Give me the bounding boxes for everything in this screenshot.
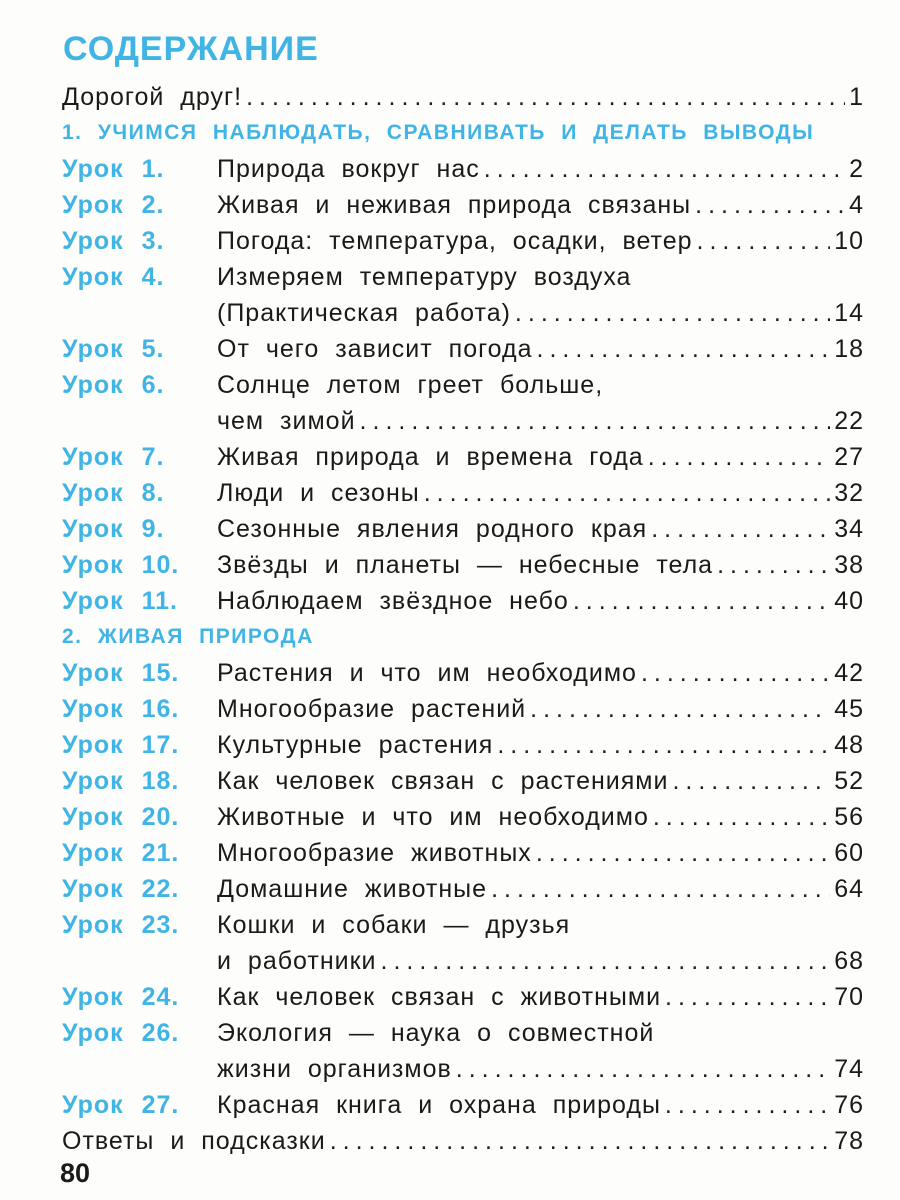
- toc-line: [62, 979, 864, 1015]
- toc-line: [62, 871, 864, 907]
- lesson-label: Урок 27.: [62, 1091, 180, 1119]
- toc-line: [62, 583, 864, 619]
- toc-line: [62, 799, 864, 835]
- entry-title: жизни организмов: [217, 1055, 452, 1083]
- toc-line: [62, 655, 864, 691]
- toc-line: [62, 367, 864, 403]
- entry-page: 32: [834, 479, 864, 507]
- lesson-label: Урок 10.: [62, 551, 180, 579]
- dot-leader: [695, 187, 845, 223]
- entry-page: 52: [834, 767, 864, 795]
- toc-line: [62, 223, 864, 259]
- toc-entry[interactable]: [62, 871, 864, 907]
- dot-leader: [573, 583, 830, 619]
- entry-title: Многообразие растений: [217, 695, 527, 723]
- entry-title: Ответы и подсказки: [62, 1127, 326, 1155]
- toc-line: [62, 835, 864, 871]
- toc-entry[interactable]: [62, 547, 864, 583]
- toc-line: [62, 475, 864, 511]
- entry-title: Погода: температура, осадки, ветер: [217, 227, 693, 255]
- entry-title: Наблюдаем звёздное небо: [217, 587, 569, 615]
- toc-line: [62, 1051, 864, 1087]
- entry-page: 74: [834, 1055, 864, 1083]
- dot-leader: [537, 331, 831, 367]
- entry-title: Сезонные явления родного края: [217, 515, 648, 543]
- toc-line: [62, 511, 864, 547]
- toc-entry[interactable]: [62, 583, 864, 619]
- toc-line: [62, 547, 864, 583]
- lesson-label: Урок 4.: [62, 263, 165, 291]
- dot-leader: [665, 1087, 830, 1123]
- dot-leader: [641, 655, 830, 691]
- dot-leader: [246, 79, 845, 115]
- entry-title: Живая природа и времена года: [217, 443, 644, 471]
- toc-line: [62, 187, 864, 223]
- toc-entry[interactable]: [62, 475, 864, 511]
- entry-title: чем зимой: [217, 407, 356, 435]
- toc-entry[interactable]: [62, 835, 864, 871]
- entry-page: 27: [834, 443, 864, 471]
- entry-title: Природа вокруг нас: [217, 155, 480, 183]
- entry-title: Растения и что им необходимо: [217, 659, 637, 687]
- toc-line: [62, 943, 864, 979]
- toc-entry[interactable]: [62, 331, 864, 367]
- toc-line: [62, 151, 864, 187]
- toc-entry[interactable]: [62, 727, 864, 763]
- lesson-label: Урок 22.: [62, 875, 180, 903]
- lesson-label: Урок 1.: [62, 155, 165, 183]
- entry-title: Как человек связан с растениями: [217, 767, 669, 795]
- toc-entry[interactable]: [62, 439, 864, 475]
- entry-title: Измеряем температуру воздуха: [217, 263, 632, 291]
- toc-line: [62, 439, 864, 475]
- dot-leader: [653, 799, 830, 835]
- entry-page: 78: [834, 1127, 864, 1155]
- lesson-label: Урок 11.: [62, 587, 178, 615]
- dot-leader: [484, 151, 845, 187]
- toc-entry[interactable]: [62, 1123, 864, 1159]
- entry-page: 60: [834, 839, 864, 867]
- dot-leader: [530, 691, 830, 727]
- lesson-label: Урок 26.: [62, 1019, 180, 1047]
- lesson-label: Урок 23.: [62, 911, 180, 939]
- toc-entry[interactable]: [62, 151, 864, 187]
- toc-line: [62, 403, 864, 439]
- entry-title: и работники: [217, 947, 377, 975]
- entry-page: 22: [834, 407, 864, 435]
- dot-leader: [672, 763, 830, 799]
- lesson-label: Урок 3.: [62, 227, 165, 255]
- entry-title: Домашние животные: [217, 875, 488, 903]
- page-number: 80: [60, 1158, 91, 1188]
- entry-page: 70: [834, 983, 864, 1011]
- dot-leader: [665, 979, 830, 1015]
- entry-page: 40: [834, 587, 864, 615]
- dot-leader: [497, 727, 830, 763]
- toc-line: [62, 1123, 864, 1159]
- toc-entry[interactable]: [62, 79, 864, 115]
- toc-line: [62, 727, 864, 763]
- page-title: СОДЕРЖАНИЕ: [63, 30, 319, 68]
- toc-line: [62, 691, 864, 727]
- toc-line: [62, 331, 864, 367]
- entry-title: Живая и неживая природа связаны: [217, 191, 692, 219]
- dot-leader: [648, 439, 830, 475]
- lesson-label: Урок 16.: [62, 695, 180, 723]
- toc-line: [62, 295, 864, 331]
- entry-page: 4: [849, 191, 864, 219]
- lesson-label: Урок 9.: [62, 515, 165, 543]
- table-of-contents: [62, 79, 864, 1159]
- entry-title: Экология — наука о совместной: [217, 1019, 655, 1047]
- entry-page: 10: [834, 227, 864, 255]
- lesson-label: Урок 15.: [62, 659, 180, 687]
- lesson-label: Урок 24.: [62, 983, 180, 1011]
- toc-line: [62, 907, 864, 943]
- toc-entry[interactable]: [62, 979, 864, 1015]
- toc-line: [62, 763, 864, 799]
- dot-leader: [360, 403, 831, 439]
- dot-leader: [717, 547, 830, 583]
- toc-line: [62, 1015, 864, 1051]
- toc-entry[interactable]: [62, 907, 864, 979]
- dot-leader: [424, 475, 830, 511]
- toc-entry[interactable]: [62, 1015, 864, 1087]
- dot-leader: [515, 295, 830, 331]
- entry-page: 64: [834, 875, 864, 903]
- dot-leader: [456, 1051, 830, 1087]
- entry-page: 18: [834, 335, 864, 363]
- section-heading: 1. УЧИМСЯ НАБЛЮДАТЬ, СРАВНИВАТЬ И ДЕЛАТЬ ВЫВОДЫ: [62, 121, 815, 144]
- toc-entry[interactable]: [62, 511, 864, 547]
- toc-entry[interactable]: [62, 187, 864, 223]
- lesson-label: Урок 8.: [62, 479, 165, 507]
- dot-leader: [381, 943, 831, 979]
- entry-title: Культурные растения: [217, 731, 494, 759]
- toc-entry[interactable]: [62, 1087, 864, 1123]
- entry-title: Животные и что им необходимо: [217, 803, 649, 831]
- entry-title: Люди и сезоны: [217, 479, 420, 507]
- toc-line: [62, 1087, 864, 1123]
- entry-title: (Практическая работа): [217, 299, 511, 327]
- lesson-label: Урок 7.: [62, 443, 165, 471]
- section-heading: 2. ЖИВАЯ ПРИРОДА: [62, 625, 314, 648]
- entry-title: Звёзды и планеты — небесные тела: [217, 551, 714, 579]
- entry-page: 1: [849, 83, 864, 111]
- entry-page: 45: [834, 695, 864, 723]
- dot-leader: [491, 871, 830, 907]
- lesson-label: Урок 20.: [62, 803, 180, 831]
- entry-title: От чего зависит погода: [217, 335, 533, 363]
- toc-entry[interactable]: [62, 799, 864, 835]
- entry-page: 14: [834, 299, 864, 327]
- entry-title: Многообразие животных: [217, 839, 532, 867]
- dot-leader: [697, 223, 831, 259]
- entry-page: 2: [849, 155, 864, 183]
- toc-line: [62, 259, 864, 295]
- lesson-label: Урок 21.: [62, 839, 180, 867]
- toc-entry[interactable]: [62, 655, 864, 691]
- entry-title: Красная книга и охрана природы: [217, 1091, 661, 1119]
- entry-page: 56: [834, 803, 864, 831]
- entry-title: Кошки и собаки — друзья: [217, 911, 571, 939]
- toc-entry[interactable]: [62, 367, 864, 439]
- entry-page: 34: [834, 515, 864, 543]
- toc-line: [62, 79, 864, 115]
- entry-page: 76: [834, 1091, 864, 1119]
- lesson-label: Урок 18.: [62, 767, 180, 795]
- entry-page: 42: [834, 659, 864, 687]
- entry-page: 68: [834, 947, 864, 975]
- lesson-label: Урок 17.: [62, 731, 180, 759]
- toc-entry[interactable]: [62, 691, 864, 727]
- dot-leader: [330, 1123, 830, 1159]
- dot-leader: [651, 511, 830, 547]
- toc-entry[interactable]: [62, 259, 864, 331]
- entry-title: Дорогой друг!: [62, 83, 243, 111]
- entry-title: Солнце летом греет больше,: [217, 371, 604, 399]
- entry-title: Как человек связан с животными: [217, 983, 662, 1011]
- toc-entry[interactable]: [62, 763, 864, 799]
- toc-entry[interactable]: [62, 223, 864, 259]
- lesson-label: Урок 5.: [62, 335, 165, 363]
- entry-page: 48: [834, 731, 864, 759]
- lesson-label: Урок 2.: [62, 191, 165, 219]
- entry-page: 38: [834, 551, 864, 579]
- lesson-label: Урок 6.: [62, 371, 165, 399]
- dot-leader: [536, 835, 830, 871]
